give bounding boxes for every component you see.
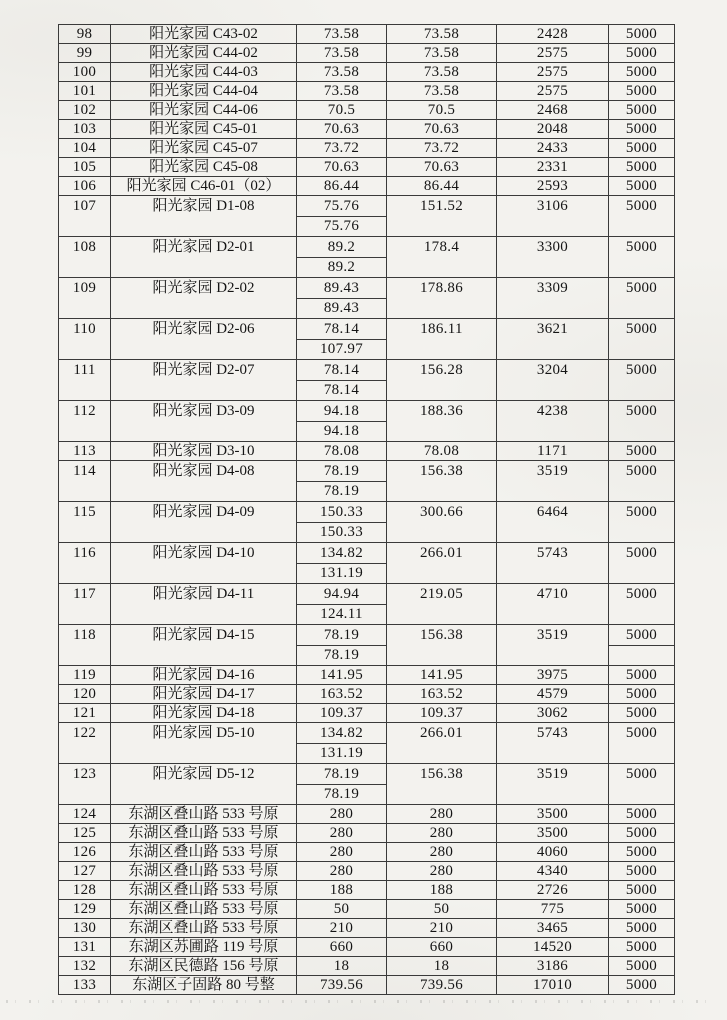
area-cell: 50 [297,900,387,919]
deposit-cell: 5000 [609,120,675,139]
table-row [59,101,675,120]
name-cell: 阳光家园 D5-10 [111,723,297,764]
amount-cell: 2575 [497,44,609,63]
total-area-cell: 188 [387,881,497,900]
table-row [59,824,675,843]
name-cell: 阳光家园 D4-15 [111,625,297,666]
name-cell: 阳光家园 D4-17 [111,685,297,704]
name-cell: 东湖区民德路 156 号原 [111,957,297,976]
area-cell: 89.43 [297,298,387,319]
total-area-cell: 73.58 [387,63,497,82]
name-cell: 东湖区叠山路 533 号原 [111,824,297,843]
seq-cell: 108 [59,237,111,278]
total-area-cell: 280 [387,843,497,862]
lease-table [58,24,675,995]
seq-cell: 115 [59,502,111,543]
area-cell: 78.19 [297,764,387,785]
amount-cell: 5743 [497,723,609,764]
total-area-cell: 156.38 [387,461,497,502]
area-cell: 78.14 [297,380,387,401]
total-area-cell: 50 [387,900,497,919]
total-area-cell: 210 [387,919,497,938]
deposit-cell: 5000 [609,44,675,63]
seq-cell: 131 [59,938,111,957]
area-cell: 210 [297,919,387,938]
deposit-cell: 5000 [609,900,675,919]
total-area-cell: 186.11 [387,319,497,360]
table-row [59,25,675,44]
amount-cell: 4060 [497,843,609,862]
name-cell: 阳光家园 D2-01 [111,237,297,278]
area-cell: 150.33 [297,502,387,523]
amount-cell: 4710 [497,584,609,625]
name-cell: 阳光家园 D2-02 [111,278,297,319]
table-row [59,461,675,482]
table-row [59,237,675,258]
deposit-cell: 5000 [609,824,675,843]
amount-cell: 1171 [497,442,609,461]
total-area-cell: 156.38 [387,764,497,805]
seq-cell: 132 [59,957,111,976]
table-row [59,278,675,299]
amount-cell: 3106 [497,196,609,237]
seq-cell: 106 [59,177,111,196]
area-cell: 78.14 [297,360,387,381]
deposit-cell: 5000 [609,704,675,723]
seq-cell: 128 [59,881,111,900]
table-row [59,442,675,461]
seq-cell: 122 [59,723,111,764]
table-row [59,82,675,101]
table-row [59,862,675,881]
deposit-cell: 5000 [609,278,675,319]
area-cell: 73.58 [297,25,387,44]
area-cell: 73.72 [297,139,387,158]
name-cell: 东湖区叠山路 533 号原 [111,843,297,862]
name-cell: 阳光家园 C44-02 [111,44,297,63]
area-cell: 73.58 [297,44,387,63]
area-cell: 78.19 [297,784,387,805]
area-cell: 70.5 [297,101,387,120]
name-cell: 阳光家园 D4-18 [111,704,297,723]
name-cell: 阳光家园 C44-03 [111,63,297,82]
area-cell: 107.97 [297,339,387,360]
amount-cell: 3500 [497,824,609,843]
total-area-cell: 660 [387,938,497,957]
area-cell: 89.2 [297,257,387,278]
table-row [59,881,675,900]
deposit-cell: 5000 [609,976,675,995]
amount-cell: 2468 [497,101,609,120]
deposit-cell: 5000 [609,82,675,101]
name-cell: 阳光家园 D4-16 [111,666,297,685]
amount-cell: 2726 [497,881,609,900]
deposit-cell: 5000 [609,584,675,625]
seq-cell: 119 [59,666,111,685]
table-row [59,625,675,646]
seq-cell: 100 [59,63,111,82]
seq-cell: 101 [59,82,111,101]
deposit-cell: 5000 [609,543,675,584]
total-area-cell: 109.37 [387,704,497,723]
name-cell: 阳光家园 D4-10 [111,543,297,584]
amount-cell: 3975 [497,666,609,685]
amount-cell: 2048 [497,120,609,139]
area-cell: 660 [297,938,387,957]
area-cell: 78.14 [297,319,387,340]
total-area-cell: 280 [387,824,497,843]
amount-cell: 3621 [497,319,609,360]
amount-cell: 3519 [497,625,609,666]
amount-cell: 4238 [497,401,609,442]
seq-cell: 103 [59,120,111,139]
amount-cell: 2428 [497,25,609,44]
area-cell: 163.52 [297,685,387,704]
seq-cell: 102 [59,101,111,120]
area-cell: 141.95 [297,666,387,685]
seq-cell: 126 [59,843,111,862]
total-area-cell: 73.58 [387,25,497,44]
name-cell: 阳光家园 C45-07 [111,139,297,158]
total-area-cell: 70.63 [387,120,497,139]
name-cell: 阳光家园 C45-01 [111,120,297,139]
deposit-cell: 5000 [609,938,675,957]
name-cell: 东湖区叠山路 533 号原 [111,919,297,938]
table-row [59,764,675,785]
name-cell: 阳光家园 D5-12 [111,764,297,805]
amount-cell: 3519 [497,461,609,502]
total-area-cell: 156.38 [387,625,497,666]
table-row [59,843,675,862]
seq-cell: 105 [59,158,111,177]
seq-cell: 116 [59,543,111,584]
deposit-cell: 5000 [609,177,675,196]
name-cell: 阳光家园 C44-04 [111,82,297,101]
total-area-cell: 280 [387,862,497,881]
amount-cell: 2575 [497,63,609,82]
total-area-cell: 739.56 [387,976,497,995]
name-cell: 阳光家园 C45-08 [111,158,297,177]
deposit-cell: 5000 [609,401,675,442]
seq-cell: 111 [59,360,111,401]
area-cell: 78.19 [297,645,387,666]
total-area-cell: 156.28 [387,360,497,401]
table-row [59,805,675,824]
table-row [59,976,675,995]
deposit-cell: 5000 [609,63,675,82]
total-area-cell: 219.05 [387,584,497,625]
name-cell: 东湖区叠山路 533 号原 [111,805,297,824]
deposit-cell: 5000 [609,237,675,278]
area-cell: 78.19 [297,461,387,482]
seq-cell: 98 [59,25,111,44]
area-cell: 78.08 [297,442,387,461]
name-cell: 阳光家园 C44-06 [111,101,297,120]
area-cell: 109.37 [297,704,387,723]
area-cell: 86.44 [297,177,387,196]
table-row [59,401,675,422]
amount-cell: 2575 [497,82,609,101]
deposit-cell: 5000 [609,139,675,158]
name-cell: 东湖区叠山路 533 号原 [111,862,297,881]
total-area-cell: 141.95 [387,666,497,685]
total-area-cell: 188.36 [387,401,497,442]
area-cell: 280 [297,862,387,881]
seq-cell: 130 [59,919,111,938]
table-row [59,723,675,744]
area-cell: 94.18 [297,401,387,422]
area-cell: 739.56 [297,976,387,995]
name-cell: 阳光家园 D2-06 [111,319,297,360]
amount-cell: 3309 [497,278,609,319]
seq-cell: 110 [59,319,111,360]
name-cell: 阳光家园 D4-11 [111,584,297,625]
deposit-cell: 5000 [609,196,675,237]
table-row [59,158,675,177]
table-row [59,919,675,938]
deposit-cell: 5000 [609,723,675,764]
table-row [59,196,675,217]
seq-cell: 109 [59,278,111,319]
table-row [59,177,675,196]
total-area-cell: 266.01 [387,543,497,584]
total-area-cell: 266.01 [387,723,497,764]
table-row [59,685,675,704]
table-row [59,666,675,685]
table-row [59,120,675,139]
amount-cell: 3186 [497,957,609,976]
total-area-cell: 86.44 [387,177,497,196]
area-cell: 75.76 [297,216,387,237]
seq-cell: 123 [59,764,111,805]
deposit-cell: 5000 [609,319,675,360]
amount-cell: 4579 [497,685,609,704]
total-area-cell: 73.72 [387,139,497,158]
deposit-cell: 5000 [609,764,675,805]
seq-cell: 124 [59,805,111,824]
area-cell: 94.18 [297,421,387,442]
area-cell: 124.11 [297,604,387,625]
name-cell: 阳光家园 D2-07 [111,360,297,401]
amount-cell: 775 [497,900,609,919]
name-cell: 阳光家园 D3-10 [111,442,297,461]
total-area-cell: 178.86 [387,278,497,319]
deposit-cell: 5000 [609,502,675,543]
deposit-empty-cell [609,645,675,666]
name-cell: 阳光家园 D1-08 [111,196,297,237]
table-row [59,938,675,957]
total-area-cell: 70.5 [387,101,497,120]
area-cell: 73.58 [297,82,387,101]
total-area-cell: 73.58 [387,82,497,101]
table-row [59,502,675,523]
amount-cell: 3062 [497,704,609,723]
name-cell: 阳光家园 D3-09 [111,401,297,442]
total-area-cell: 178.4 [387,237,497,278]
seq-cell: 120 [59,685,111,704]
total-area-cell: 163.52 [387,685,497,704]
table-row [59,957,675,976]
table-row [59,900,675,919]
deposit-cell: 5000 [609,957,675,976]
amount-cell: 14520 [497,938,609,957]
deposit-cell: 5000 [609,881,675,900]
total-area-cell: 73.58 [387,44,497,63]
name-cell: 阳光家园 D4-08 [111,461,297,502]
area-cell: 78.19 [297,625,387,646]
area-cell: 70.63 [297,158,387,177]
area-cell: 280 [297,843,387,862]
seq-cell: 114 [59,461,111,502]
seq-cell: 113 [59,442,111,461]
name-cell: 东湖区叠山路 533 号原 [111,881,297,900]
area-cell: 280 [297,805,387,824]
table-row [59,360,675,381]
area-cell: 188 [297,881,387,900]
scan-noise-artifact [6,1000,706,1003]
seq-cell: 107 [59,196,111,237]
area-cell: 70.63 [297,120,387,139]
name-cell: 阳光家园 C46-01（02） [111,177,297,196]
total-area-cell: 78.08 [387,442,497,461]
name-cell: 阳光家园 C43-02 [111,25,297,44]
seq-cell: 125 [59,824,111,843]
amount-cell: 17010 [497,976,609,995]
amount-cell: 3519 [497,764,609,805]
deposit-cell: 5000 [609,25,675,44]
deposit-cell: 5000 [609,919,675,938]
deposit-cell: 5000 [609,158,675,177]
seq-cell: 112 [59,401,111,442]
deposit-cell: 5000 [609,666,675,685]
amount-cell: 2433 [497,139,609,158]
table-row [59,584,675,605]
name-cell: 东湖区子固路 80 号整 [111,976,297,995]
table-row [59,44,675,63]
table-row [59,63,675,82]
area-cell: 18 [297,957,387,976]
seq-cell: 127 [59,862,111,881]
amount-cell: 3300 [497,237,609,278]
area-cell: 131.19 [297,743,387,764]
total-area-cell: 300.66 [387,502,497,543]
total-area-cell: 151.52 [387,196,497,237]
deposit-cell: 5000 [609,442,675,461]
table-row [59,139,675,158]
seq-cell: 121 [59,704,111,723]
deposit-cell: 5000 [609,461,675,502]
deposit-cell: 5000 [609,360,675,401]
seq-cell: 129 [59,900,111,919]
seq-cell: 117 [59,584,111,625]
table-row [59,704,675,723]
area-cell: 280 [297,824,387,843]
name-cell: 阳光家园 D4-09 [111,502,297,543]
deposit-cell: 5000 [609,625,675,646]
seq-cell: 133 [59,976,111,995]
seq-cell: 118 [59,625,111,666]
seq-cell: 104 [59,139,111,158]
total-area-cell: 70.63 [387,158,497,177]
area-cell: 94.94 [297,584,387,605]
amount-cell: 4340 [497,862,609,881]
name-cell: 东湖区叠山路 533 号原 [111,900,297,919]
amount-cell: 2331 [497,158,609,177]
lease-table-body [59,25,675,995]
area-cell: 78.19 [297,481,387,502]
area-cell: 75.76 [297,196,387,217]
area-cell: 89.2 [297,237,387,258]
amount-cell: 3500 [497,805,609,824]
name-cell: 东湖区苏圃路 119 号原 [111,938,297,957]
amount-cell: 5743 [497,543,609,584]
table-row [59,543,675,564]
amount-cell: 6464 [497,502,609,543]
seq-cell: 99 [59,44,111,63]
total-area-cell: 18 [387,957,497,976]
amount-cell: 3204 [497,360,609,401]
deposit-cell: 5000 [609,805,675,824]
deposit-cell: 5000 [609,843,675,862]
amount-cell: 3465 [497,919,609,938]
area-cell: 89.43 [297,278,387,299]
deposit-cell: 5000 [609,101,675,120]
area-cell: 73.58 [297,63,387,82]
area-cell: 150.33 [297,522,387,543]
amount-cell: 2593 [497,177,609,196]
area-cell: 134.82 [297,543,387,564]
deposit-cell: 5000 [609,685,675,704]
area-cell: 131.19 [297,563,387,584]
table-row [59,319,675,340]
area-cell: 134.82 [297,723,387,744]
total-area-cell: 280 [387,805,497,824]
deposit-cell: 5000 [609,862,675,881]
